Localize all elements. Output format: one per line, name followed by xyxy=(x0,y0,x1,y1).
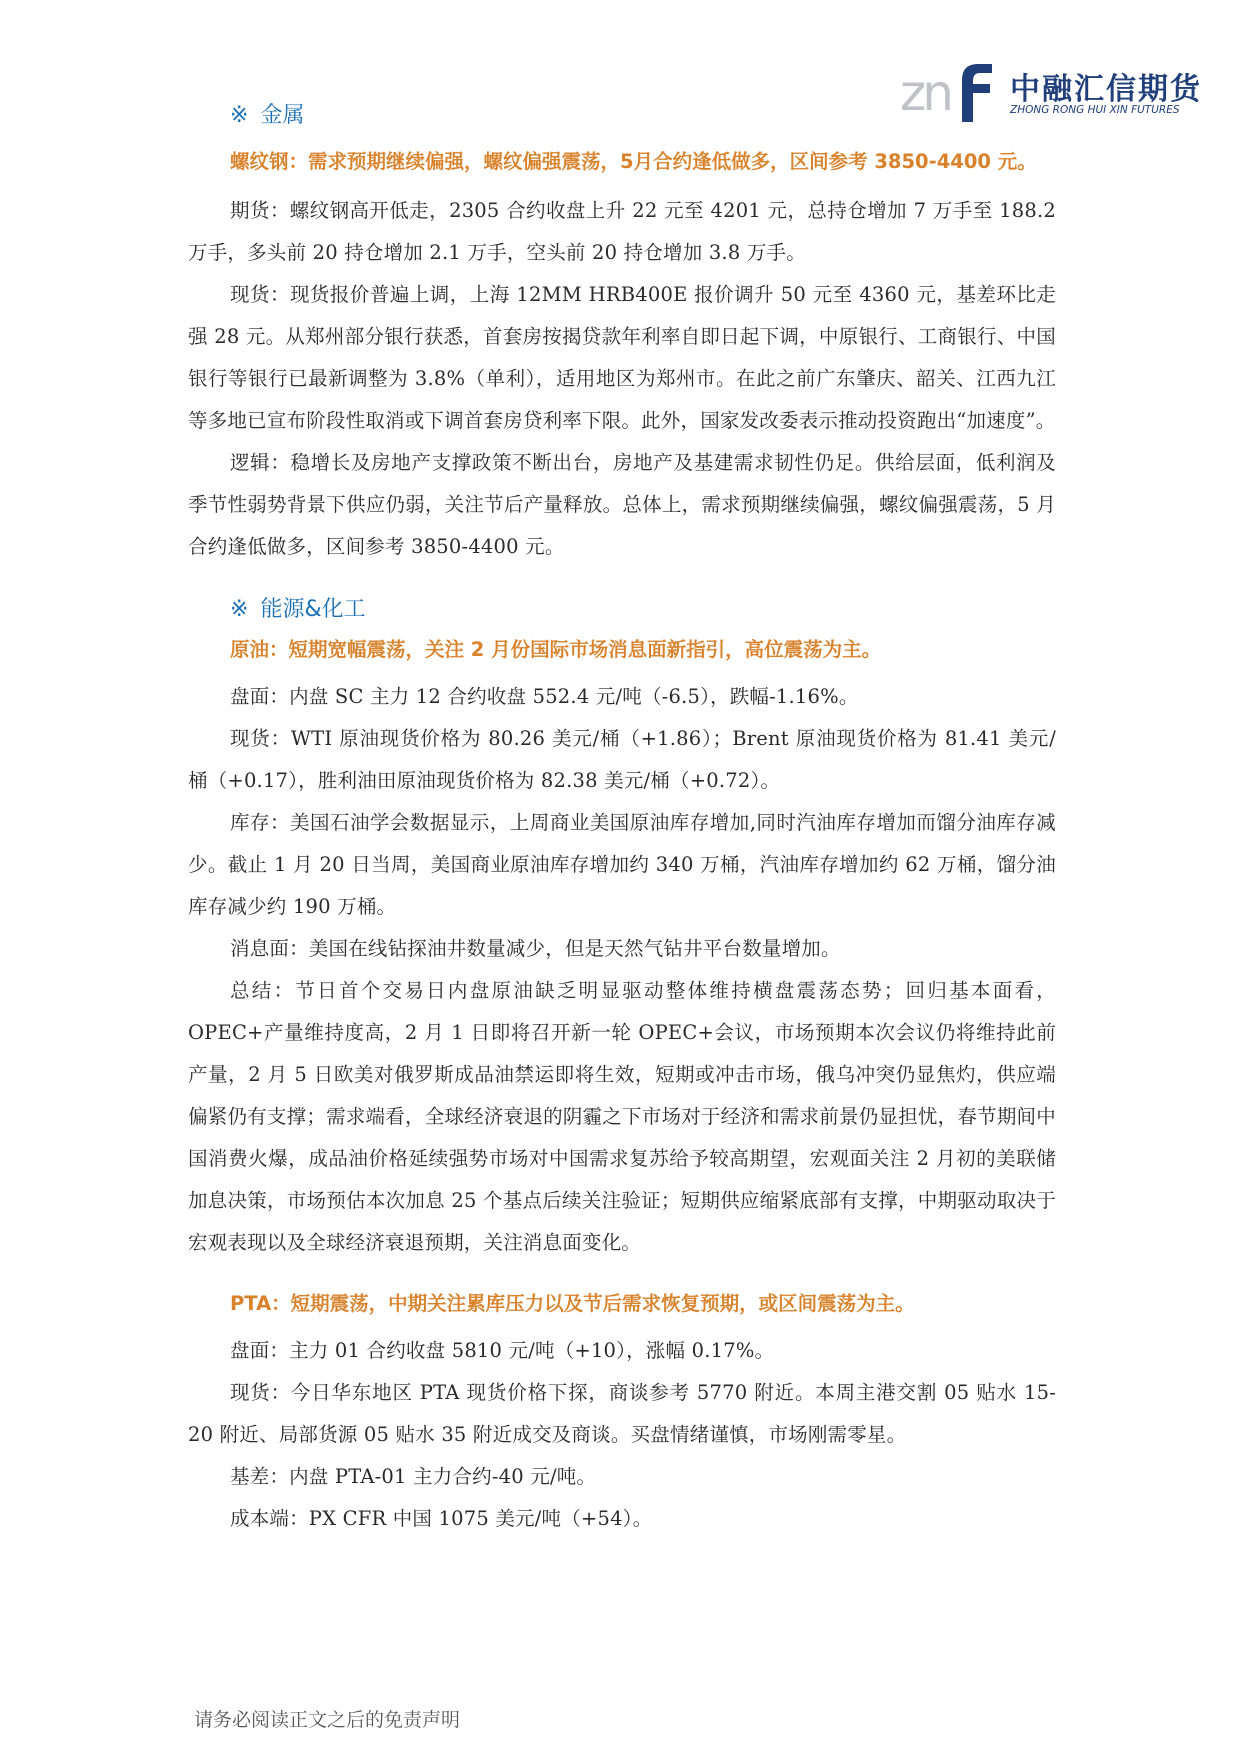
section-title-energy-chemicals xyxy=(188,594,1056,626)
paragraph-pta-basis: 基差：内盘 PTA-01 主力合约-40 元/吨。 xyxy=(230,1465,597,1488)
paragraph-crude-news: 消息面：美国在线钻探油井数量减少，但是天然气钻井平台数量增加。 xyxy=(230,937,841,960)
disclaimer-footer: 请务必阅读正文之后的免责声明 xyxy=(194,1709,461,1731)
paragraph-rebar-spot: 现货：现货报价普遍上调，上海 12MM HRB400E 报价调升 50 元至 4360 元，基差环比走强 28 元。从郑州部分银行获悉，首套房按揭贷款年利率自即日起下调，中原银行、工商银行、中国银行等银行已最新调整为 3.8%（单利），适用地区为郑州市。在此之前广东肇庆、韶关、江西九江等多地已宣布阶段性取消或下调首套房贷利率下限。此外，国家发改委表示推动投资跑出“加速度”。 xyxy=(188,283,1056,432)
paragraph-crude-summary: 总结：节日首个交易日内盘原油缺乏明显驱动整体维持横盘震荡态势；回归基本面看，OPEC+产量维持度高，2 月 1 日即将召开新一轮 OPEC+会议，市场预期本次会议仍将维持此前产量，2 月 5 日欧美对俄罗斯成品油禁运即将生效，短期或冲击市场，俄乌冲突仍显焦灼，供应端偏紧仍有支撑；需求端看，全球经济衰退的阴霾之下市场对于经济和需求前景仍显担忧，春节期间中国消费火爆，成品油价格延续强势市场对中国需求复苏给予较高期望，宏观面关注 2 月初的美联储加息决策，市场预估本次加息 25 个基点后续关注验证；短期供应缩紧底部有支撑，中期驱动取决于宏观表现以及全球经济衰退预期，关注消息面变化。 xyxy=(188,979,1056,1254)
section-title-metals xyxy=(188,100,1056,132)
headline-pta: PTA：短期震荡，中期关注累库压力以及节后需求恢复预期，或区间震荡为主。 xyxy=(230,1292,915,1315)
paragraph-crude-inventory: 库存：美国石油学会数据显示，上周商业美国原油库存增加,同时汽油库存增加而馏分油库存减少。截止 1 月 20 日当周，美国商业原油库存增加约 340 万桶，汽油库存增加约 62 万桶，馏分油库存减少约 190 万桶。 xyxy=(188,811,1056,918)
report-content xyxy=(188,100,1056,1540)
paragraph-pta-cost: 成本端：PX CFR 中国 1075 美元/吨（+54）。 xyxy=(230,1507,653,1530)
paragraph-crude-market: 盘面：内盘 SC 主力 12 合约收盘 552.4 元/吨（-6.5），跌幅-1.16%。 xyxy=(230,685,859,708)
paragraph-pta-market: 盘面：主力 01 合约收盘 5810 元/吨（+10），涨幅 0.17%。 xyxy=(230,1339,775,1362)
paragraph-crude-spot: 现货：WTI 原油现货价格为 80.26 美元/桶（+1.86）；Brent 原油现货价格为 81.41 美元/桶（+0.17），胜利油田原油现货价格为 82.38 美元/桶（+0.72）。 xyxy=(188,727,1056,792)
paragraph-rebar-futures: 期货：螺纹钢高开低走，2305 合约收盘上升 22 元至 4201 元，总持仓增加 7 万手至 188.2 万手，多头前 20 持仓增加 2.1 万手，空头前 20 持仓增加 3.8 万手。 xyxy=(188,199,1056,264)
headline-crude-oil: 原油：短期宽幅震荡，关注 2 月份国际市场消息面新指引，高位震荡为主。 xyxy=(230,638,882,661)
section-title-text: 能源&化工 xyxy=(260,597,366,622)
reference-mark-icon: ※ xyxy=(230,103,249,128)
logo-name-cn: 中融汇信期货 xyxy=(1010,72,1202,107)
reference-mark-icon: ※ xyxy=(230,597,249,622)
paragraph-rebar-logic: 逻辑：稳增长及房地产支撑政策不断出台，房地产及基建需求韧性仍足。供给层面，低利润及季节性弱势背景下供应仍弱，关注节后产量释放。总体上，需求预期继续偏强，螺纹偏强震荡，5 月合约逢低做多，区间参考 3850-4400 元。 xyxy=(188,451,1056,558)
paragraph-pta-spot: 现货：今日华东地区 PTA 现货价格下探，商谈参考 5770 附近。本周主港交割 05 贴水 15-20 附近、局部货源 05 贴水 35 附近成交及商谈。买盘情绪谨慎，市场刚需零星。 xyxy=(188,1381,1056,1446)
logo-name-en: ZHONG RONG HUI XIN FUTURES xyxy=(1010,104,1180,116)
logo-mark-zn: zn xyxy=(900,64,950,122)
section-title-text: 金属 xyxy=(260,103,305,128)
headline-rebar: 螺纹钢：需求预期继续偏强，螺纹偏强震荡，5月合约逢低做多，区间参考 3850-4400 元。 xyxy=(230,150,1037,173)
